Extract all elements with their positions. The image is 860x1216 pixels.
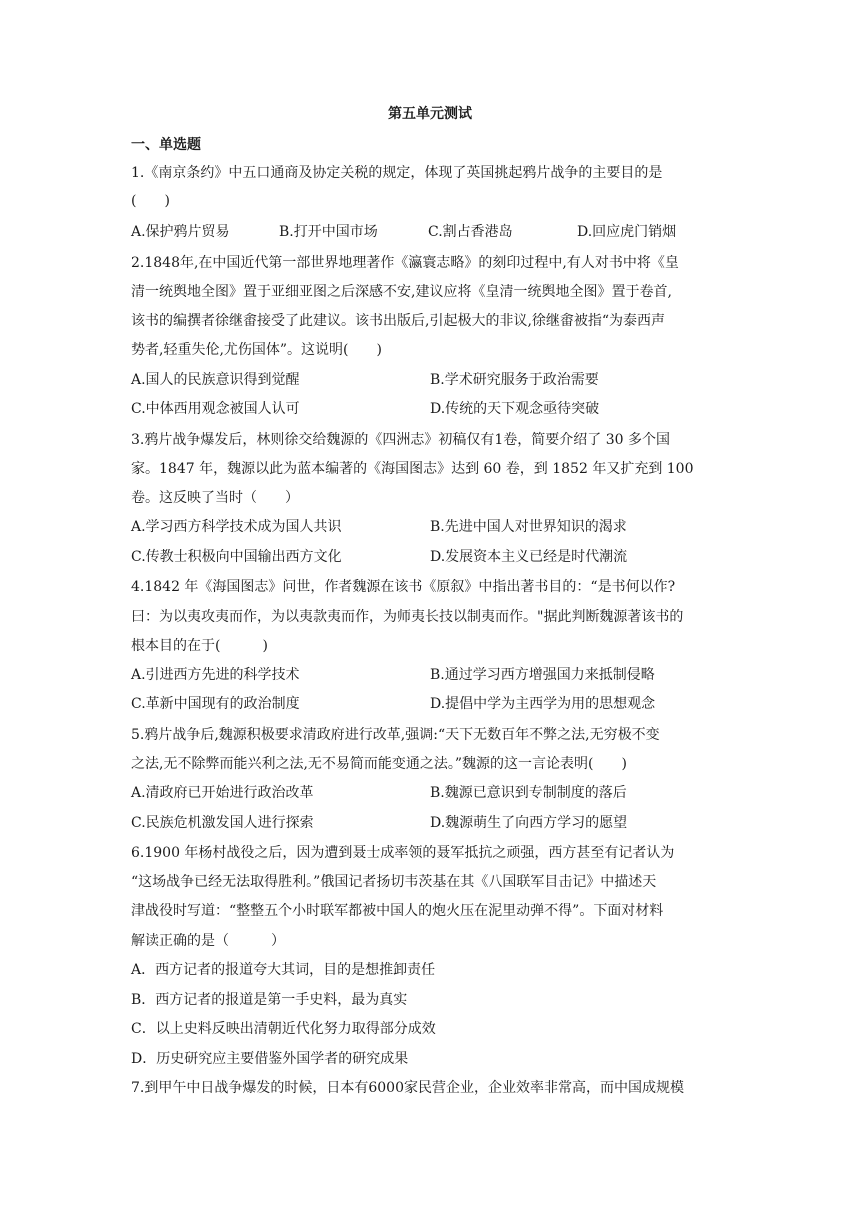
question-3-option-b: B.先进中国人对世界知识的渴求 (430, 519, 627, 535)
section-heading: 一、单选题 (131, 137, 201, 153)
question-7-line-1: 7.到甲午中日战争爆发的时候，日本有6000家民营企业，企业效率非常高，而中国成规模 (131, 1080, 684, 1096)
question-3-line-1: 3.鸦片战争爆发后，林则徐交给魏源的《四洲志》初稿仅有1卷，简要介绍了 30 多个国 (131, 432, 670, 448)
question-5-option-c: C.民族危机激发国人进行探索 (131, 815, 314, 831)
question-2-line-1: 2.1848年,在中国近代第一部世界地理著作《瀛寰志略》的刻印过程中,有人对书中将《皇 (131, 255, 679, 271)
question-6-line-1: 6.1900 年杨村战役之后，因为遭到聂士成率领的聂军抵抗之顽强，西方甚至有记者认为 (131, 845, 675, 861)
question-4-option-b: B.通过学习西方增强国力来抵制侵略 (430, 667, 655, 683)
question-2-line-3: 该书的编撰者徐继畬接受了此建议。该书出版后,引起极大的非议,徐继畬被指“为泰西声 (131, 313, 666, 329)
question-2-option-c: C.中体西用观念被国人认可 (131, 401, 300, 417)
question-4-line-1: 4.1842 年《海国图志》问世，作者魏源在该书《原叙》中指出著书目的：“是书何以作? (131, 579, 676, 595)
question-6-option-d: D．历史研究应主要借鉴外国学者的研究成果 (131, 1051, 409, 1067)
question-1-option-a: A.保护鸦片贸易 (131, 224, 230, 240)
question-3-line-3: 卷。这反映了当时（ ） (131, 490, 299, 506)
question-3-option-d: D.发展资本主义已经是时代潮流 (430, 549, 628, 565)
question-2-line-2: 清一统舆地全图》置于亚细亚图之后深感不安,建议应将《皇清一统舆地全图》置于卷首, (131, 284, 672, 300)
question-1-line-2: ( ) (131, 193, 170, 209)
question-1-option-c: C.割占香港岛 (428, 224, 513, 240)
question-2-line-4: 势者,轻重失伦,尤伤国体”。这说明( ) (131, 342, 382, 358)
question-3-option-a: A.学习西方科学技术成为国人共识 (131, 519, 342, 535)
question-6-option-a: A．西方记者的报道夸大其词，目的是想推卸责任 (131, 962, 436, 978)
question-6-option-b: B．西方记者的报道是第一手史料，最为真实 (131, 992, 408, 1008)
question-2-option-a: A.国人的民族意识得到觉醒 (131, 372, 300, 388)
question-4-option-d: D.提倡中学为主西学为用的思想观念 (430, 696, 656, 712)
question-5-option-a: A.清政府已开始进行政治改革 (131, 785, 314, 801)
question-3-option-c: C.传教士积极向中国输出西方文化 (131, 549, 342, 565)
question-2-option-d: D.传统的天下观念亟待突破 (430, 401, 600, 417)
question-4-line-2: 曰：为以夷攻夷而作，为以夷款夷而作，为师夷长技以制夷而作。"据此判断魏源著该书的 (131, 609, 684, 625)
question-4-line-3: 根本目的在于( ) (131, 638, 268, 654)
question-5-option-d: D.魏源萌生了向西方学习的愿望 (430, 815, 628, 831)
question-6-option-c: C．以上史料反映出清朝近代化努力取得部分成效 (131, 1021, 436, 1037)
question-6-line-2: “这场战争已经无法取得胜利。”俄国记者扬切韦茨基在其《八国联军目击记》中描述天 (131, 874, 657, 890)
question-6-line-4: 解读正确的是（ ） (131, 933, 285, 949)
question-2-option-b: B.学术研究服务于政治需要 (430, 372, 599, 388)
question-4-option-c: C.革新中国现有的政治制度 (131, 696, 300, 712)
question-5-option-b: B.魏源已意识到专制制度的落后 (430, 785, 627, 801)
question-1-option-b: B.打开中国市场 (279, 224, 378, 240)
page-title: 第五单元测试 (388, 106, 472, 122)
question-4-option-a: A.引进西方先进的科学技术 (131, 667, 300, 683)
question-1-line-1: 1.《南京条约》中五口通商及协定关税的规定，体现了英国挑起鸦片战争的主要目的是 (131, 165, 663, 181)
question-5-line-1: 5.鸦片战争后,魏源积极要求清政府进行改革,强调:“天下无数百年不弊之法,无穷极不变 (131, 727, 660, 743)
question-5-line-2: 之法,无不除弊而能兴利之法,无不易简而能变通之法。”魏源的这一言论表明( ) (131, 756, 627, 772)
question-3-line-2: 家。1847 年，魏源以此为蓝本编著的《海国图志》达到 60 卷，到 1852 年又扩充到 100 (131, 461, 694, 477)
question-1-option-d: D.回应虎门销烟 (577, 224, 677, 240)
question-6-line-3: 津战役时写道：“整整五个小时联军都被中国人的炮火压在泥里动弹不得”。下面对材料 (131, 903, 664, 919)
